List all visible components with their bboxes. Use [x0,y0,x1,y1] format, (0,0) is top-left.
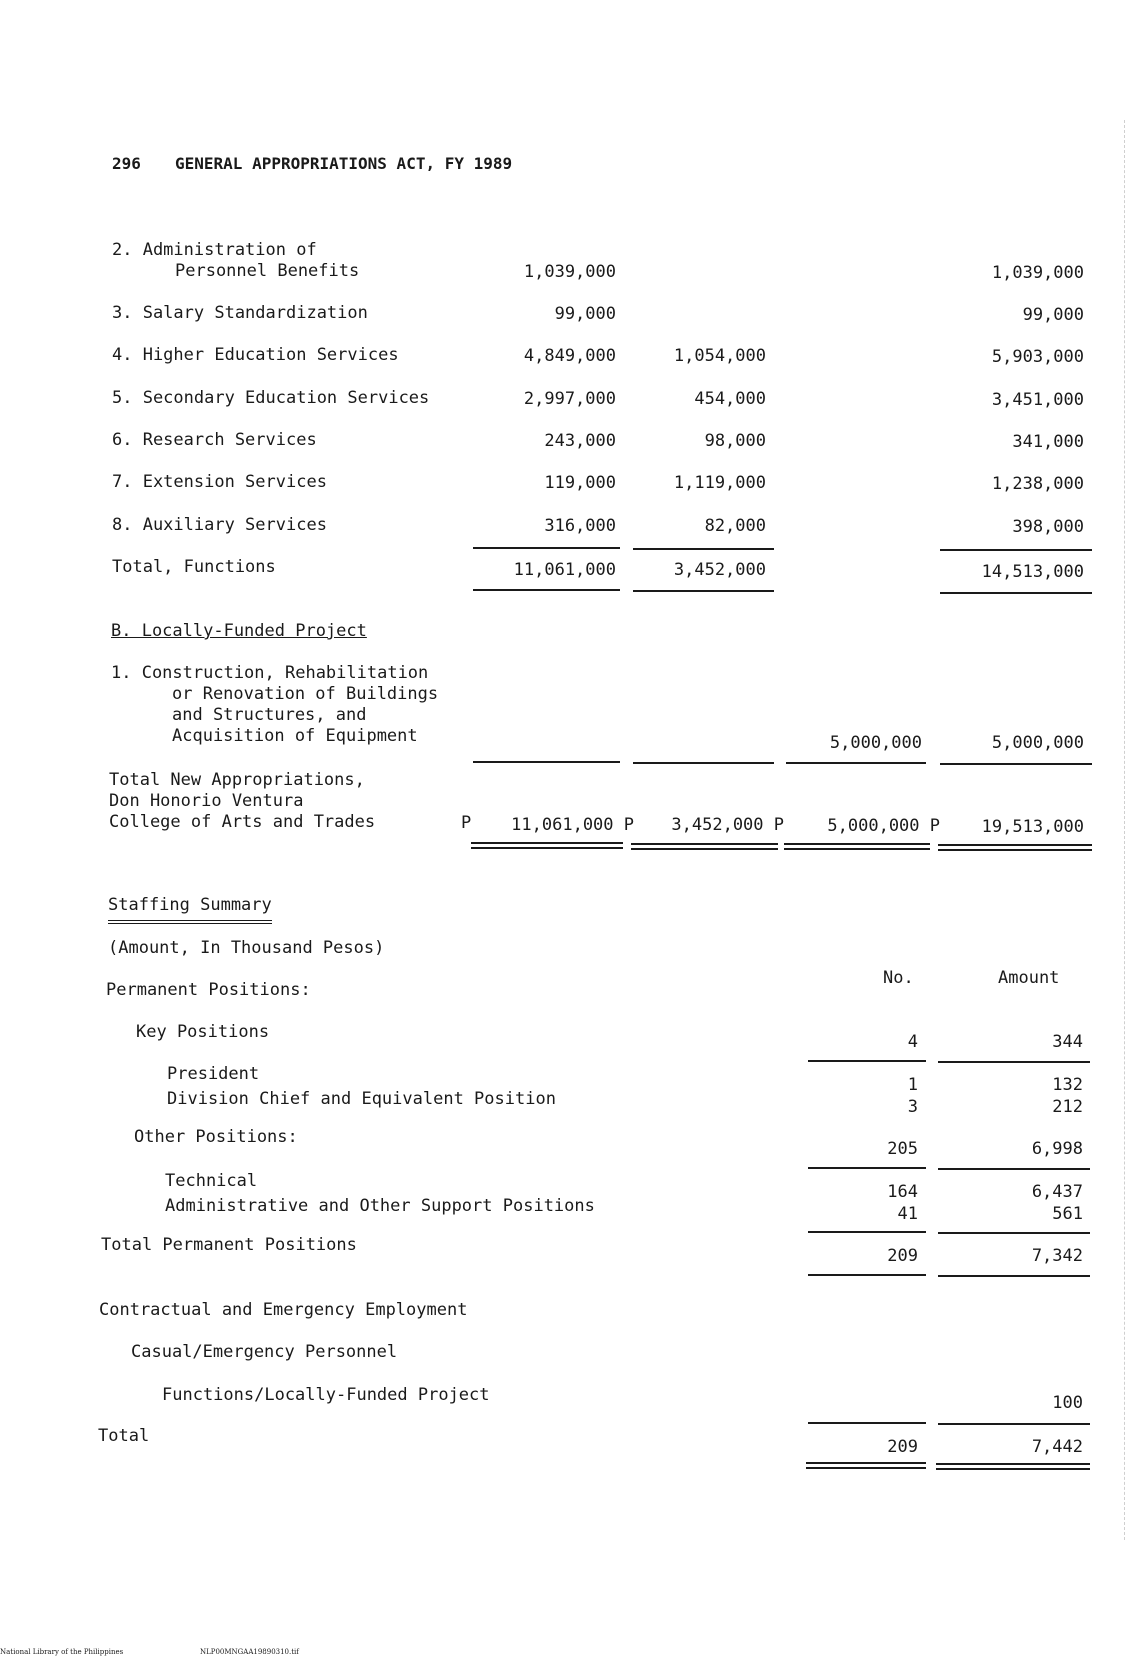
functions-lfp-label: Functions/Locally-Funded Project [162,1385,490,1405]
function-mooe: 1,054,000 [673,346,766,366]
double-rule [938,844,1092,851]
project-co: 5,000,000 [829,733,922,753]
rule-line [473,589,620,591]
admin-support-no: 41 [897,1204,918,1224]
technical-label: Technical [165,1171,258,1191]
function-ps: 2,997,000 [523,389,616,409]
admin-support-label: Administrative and Other Support Positions [165,1196,595,1216]
grand-total-no: 209 [887,1437,918,1457]
grand-total-amount: 7,442 [1031,1437,1083,1457]
function-label: 2. Administration of [112,240,317,260]
section-heading: B. Locally-Funded Project [111,621,367,641]
total-functions-mooe: 3,452,000 [673,560,766,580]
total-permanent-amount: 7,342 [1031,1246,1083,1266]
double-rule [631,843,778,850]
project-label: and Structures, and [172,705,367,725]
project-label: Acquisition of Equipment [172,726,418,746]
rule-line [473,547,620,549]
function-total: 341,000 [1012,432,1084,452]
rule-line [808,1060,926,1062]
contractual-label: Contractual and Emergency Employment [99,1300,468,1320]
rule-line [633,548,774,550]
division-chief-amount: 212 [1052,1097,1083,1117]
rule-line [938,1275,1090,1277]
functions-lfp-amount: 100 [1052,1393,1083,1413]
function-label: 5. Secondary Education Services [112,388,430,408]
division-chief-label: Division Chief and Equivalent Position [167,1089,556,1109]
rule-line [808,1231,926,1233]
staffing-heading: Staffing Summary [108,895,272,915]
division-chief-no: 3 [907,1097,918,1117]
function-label: 3. Salary Standardization [112,303,368,323]
total-functions-ps: 11,061,000 [513,560,616,580]
total-new-ps: 11,061,000 P [511,815,634,835]
other-positions-no: 205 [887,1139,918,1159]
page-number: 296 [112,154,141,173]
rule-line [940,592,1092,594]
function-ps: 119,000 [544,473,616,493]
president-no: 1 [907,1075,918,1095]
admin-support-amount: 561 [1052,1204,1083,1224]
function-ps: 316,000 [544,516,616,536]
footer-filename: NLP00MNGAA19890310.tif [200,1648,299,1656]
function-total: 5,903,000 [991,347,1084,367]
total-new-mooe: 3,452,000 P [671,815,784,835]
total-permanent-no: 209 [887,1246,918,1266]
function-label: 7. Extension Services [112,472,327,492]
double-rule [806,1462,926,1469]
double-rule [784,843,930,850]
project-label: 1. Construction, Rehabilitation [111,663,429,683]
rule-line [940,549,1092,551]
function-total: 1,238,000 [991,474,1084,494]
total-functions-label: Total, Functions [112,557,276,577]
rule-line [786,762,926,764]
project-label: or Renovation of Buildings [172,684,439,704]
peso-sign: P [461,813,472,833]
other-positions-amount: 6,998 [1031,1139,1083,1159]
other-positions-label: Other Positions: [134,1127,298,1147]
rule-line [633,762,774,764]
function-mooe: 82,000 [704,516,766,536]
function-mooe: 98,000 [704,431,766,451]
rule-line [473,761,620,763]
function-mooe: 1,119,000 [673,473,766,493]
function-label: 4. Higher Education Services [112,345,399,365]
total-new-label: Don Honorio Ventura [109,791,304,811]
function-total: 1,039,000 [991,263,1084,283]
total-new-total: 19,513,000 [981,817,1084,837]
function-ps: 4,849,000 [523,346,616,366]
function-total: 398,000 [1012,517,1084,537]
president-amount: 132 [1052,1075,1083,1095]
page-title: GENERAL APPROPRIATIONS ACT, FY 1989 [175,154,513,173]
project-total: 5,000,000 [991,733,1084,753]
rule-line [808,1274,926,1276]
total-permanent-label: Total Permanent Positions [101,1235,357,1255]
total-new-co: 5,000,000 P [827,816,940,836]
double-rule [936,1463,1090,1470]
permanent-positions-label: Permanent Positions: [106,980,311,1000]
double-rule [471,842,623,849]
rule-line [938,1061,1090,1063]
function-ps: 99,000 [554,304,616,324]
casual-label: Casual/Emergency Personnel [131,1342,398,1362]
function-mooe: 454,000 [694,389,766,409]
rule-line [633,590,774,592]
function-total: 99,000 [1022,305,1084,325]
technical-amount: 6,437 [1031,1182,1083,1202]
rule-line [938,1232,1090,1234]
column-header-no: No. [883,968,914,988]
rule-line [808,1422,926,1424]
column-header-amount: Amount [998,968,1060,988]
rule-line [940,763,1092,765]
key-positions-amount: 344 [1052,1032,1083,1052]
total-functions-total: 14,513,000 [981,562,1084,582]
function-label: Personnel Benefits [175,261,360,281]
rule-line [938,1423,1090,1425]
function-ps: 243,000 [544,431,616,451]
rule-line [808,1167,926,1169]
double-rule [108,920,272,924]
function-ps: 1,039,000 [523,262,616,282]
function-total: 3,451,000 [991,390,1084,410]
president-label: President [167,1064,260,1084]
scan-margin-edge [1122,120,1125,1540]
staffing-subheading: (Amount, In Thousand Pesos) [108,938,385,958]
key-positions-no: 4 [907,1032,918,1052]
key-positions-label: Key Positions [136,1022,270,1042]
total-new-label: Total New Appropriations, [109,770,365,790]
total-new-label: College of Arts and Trades [109,812,376,832]
footer-library: National Library of the Philippines [0,1648,124,1656]
rule-line [938,1168,1090,1170]
function-label: 8. Auxiliary Services [112,515,327,535]
technical-no: 164 [887,1182,918,1202]
function-label: 6. Research Services [112,430,317,450]
grand-total-label: Total [98,1426,150,1446]
